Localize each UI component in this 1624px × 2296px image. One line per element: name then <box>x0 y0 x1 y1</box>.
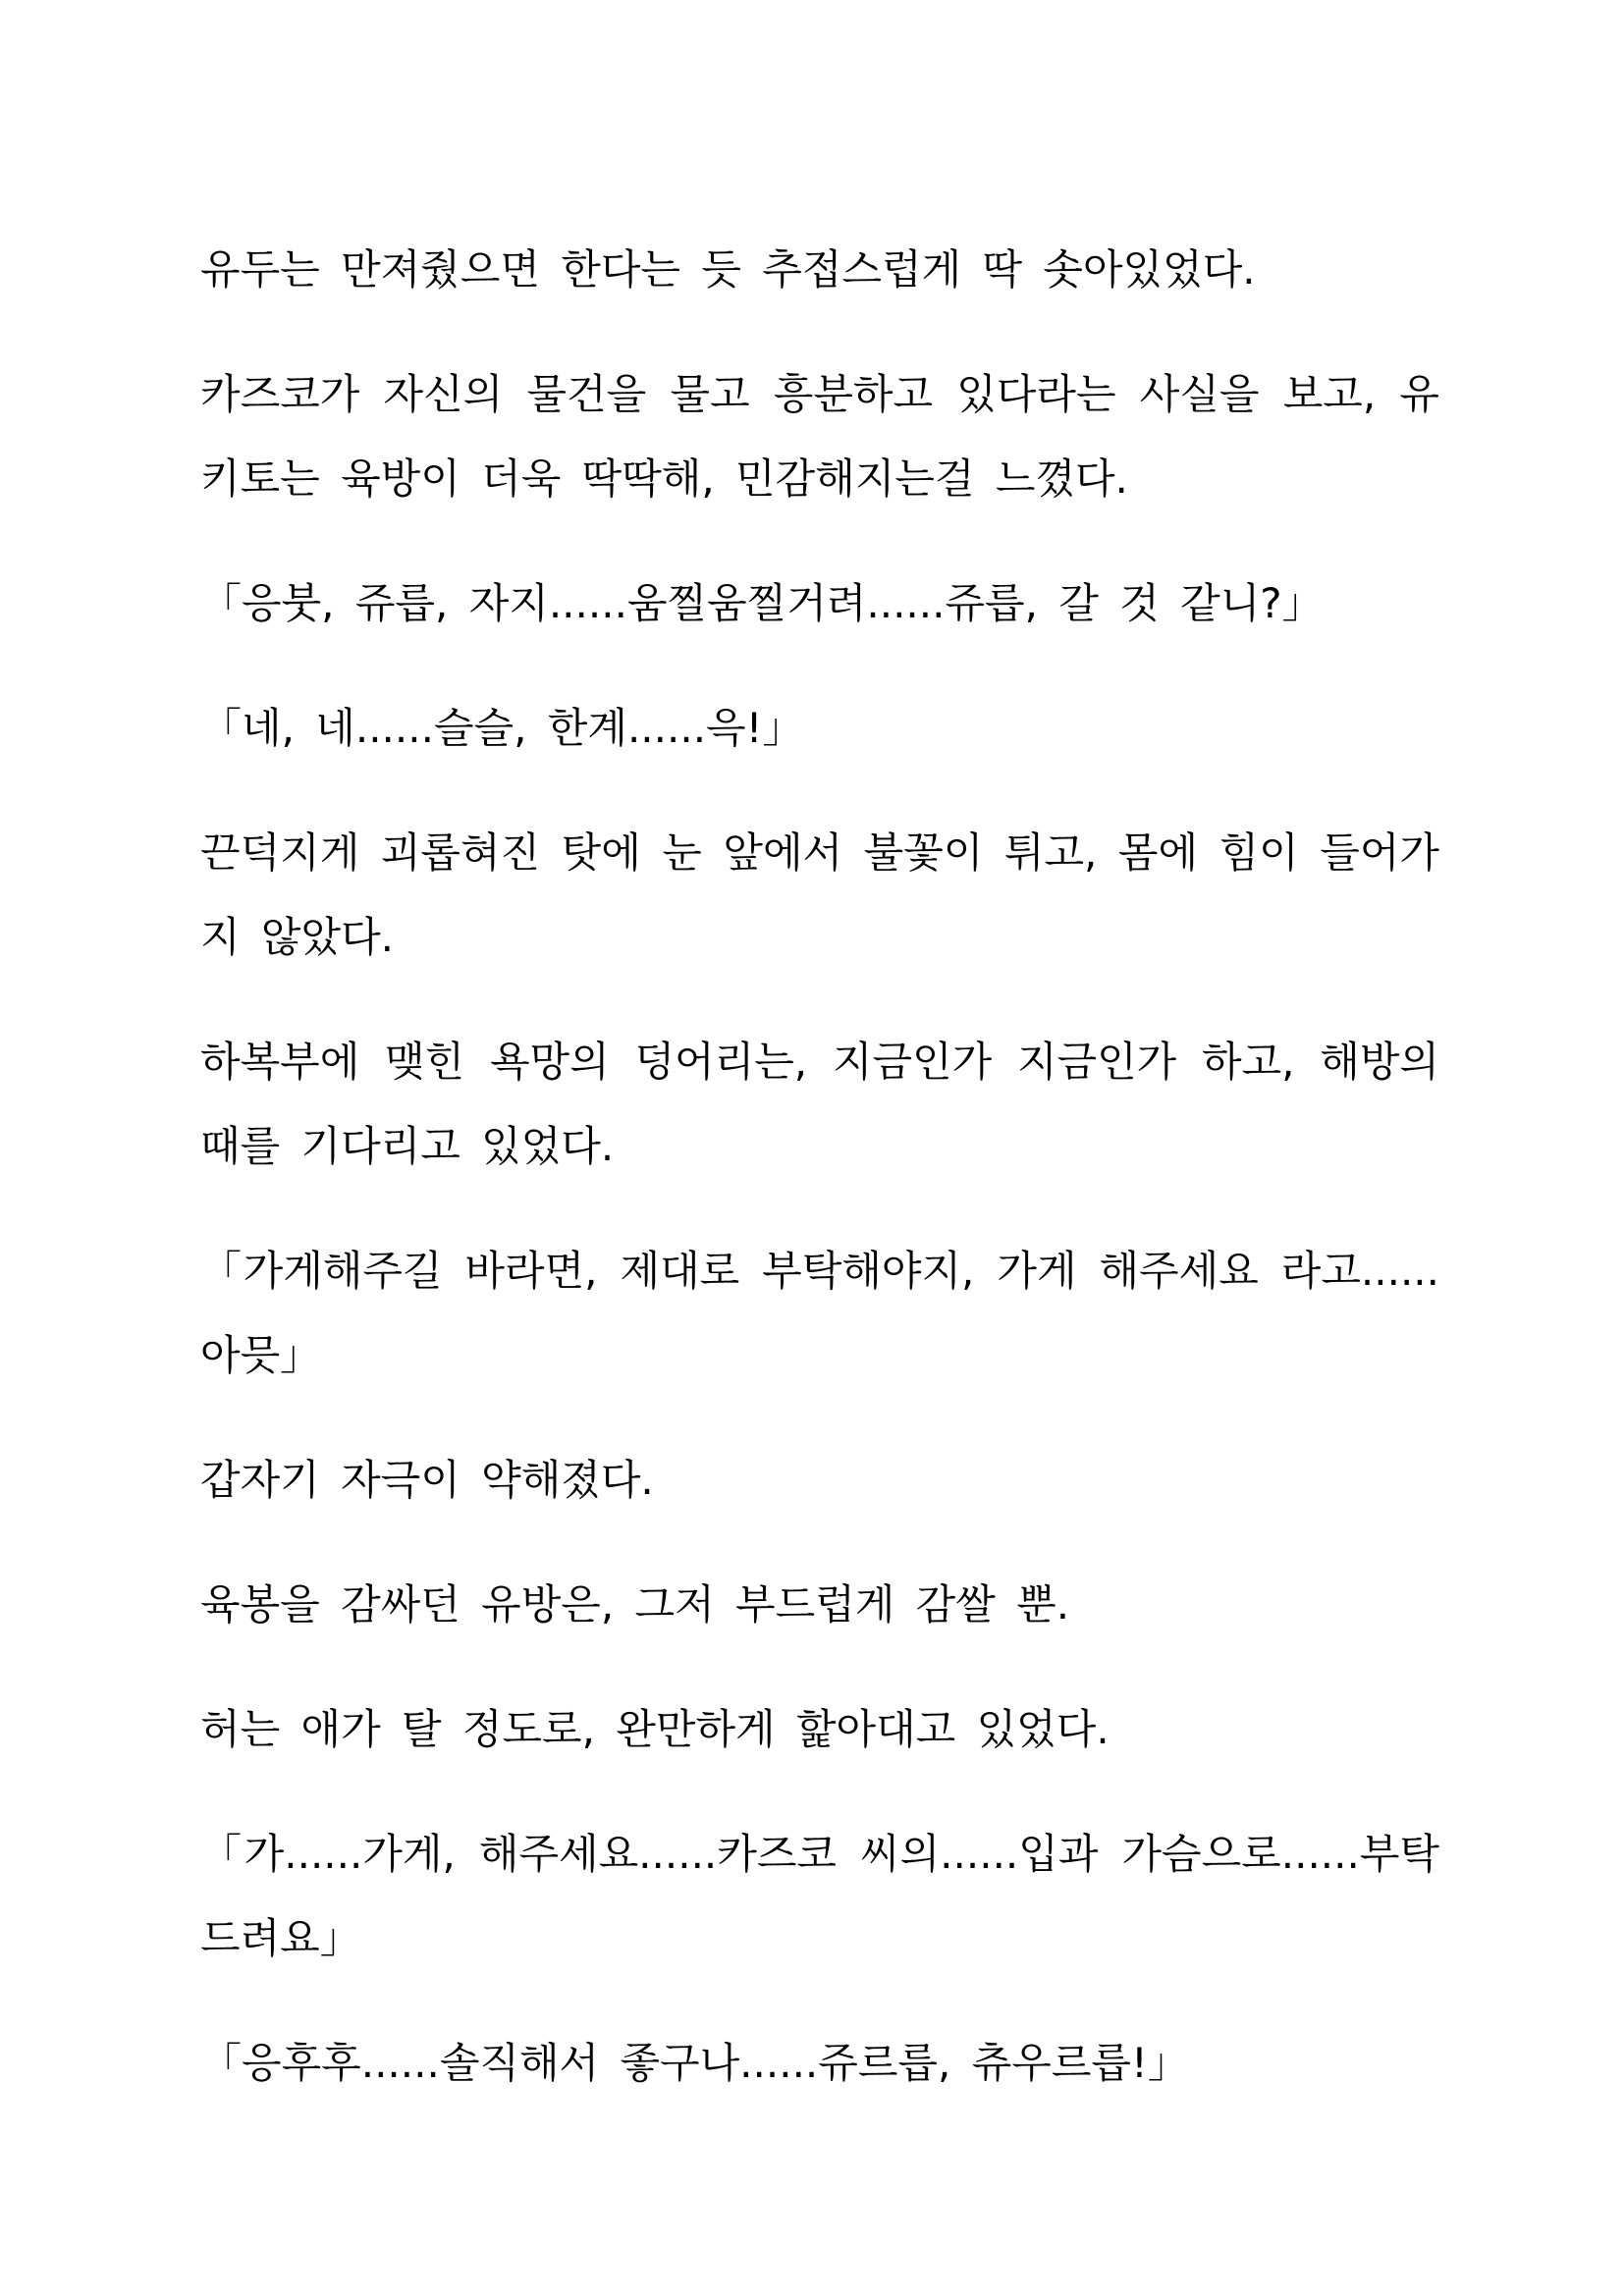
paragraph: 「가......가게, 해주세요......카즈코 씨의......입과 가슴으로......부탁드려요」 <box>200 1830 1439 1962</box>
paragraph: 유두는 만져줬으면 한다는 듯 추접스럽게 딱 솟아있었다. <box>200 245 1256 294</box>
paragraph: 「응후후......솔직해서 좋구나......쥬르릅, 츄우르릅!」 <box>200 2039 1189 2087</box>
body-text <box>200 228 1439 2146</box>
paragraph: 허는 애가 탈 정도로, 완만하게 핥아대고 있었다. <box>200 1705 1110 1753</box>
paragraph: 카즈코가 자신의 물건을 물고 흥분하고 있다라는 사실을 보고, 유키토는 육방이 더욱 딱딱해, 민감해지는걸 느꼈다. <box>200 370 1439 503</box>
paragraph: 갑자기 자극이 약해졌다. <box>200 1456 654 1504</box>
paragraph: 「가게해주길 바라면, 제대로 부탁해야지, 가게 해주세요 라고......아믓」 <box>200 1247 1439 1379</box>
paragraph: 끈덕지게 괴롭혀진 탓에 눈 앞에서 불꽃이 튀고, 몸에 힘이 들어가지 않았다. <box>200 828 1439 961</box>
paragraph: 「응붓, 쥬릅, 자지......움찔움찔거려......쥬릅, 갈 것 같니?」 <box>200 579 1324 627</box>
paragraph: 하복부에 맺힌 욕망의 덩어리는, 지금인가 지금인가 하고, 해방의 때를 기다리고 있었다. <box>200 1038 1439 1170</box>
paragraph: 「네, 네......슬슬, 한계......윽!」 <box>200 704 804 752</box>
paragraph: 육봉을 감싸던 유방은, 그저 부드럽게 감쌀 뿐. <box>200 1580 1070 1629</box>
